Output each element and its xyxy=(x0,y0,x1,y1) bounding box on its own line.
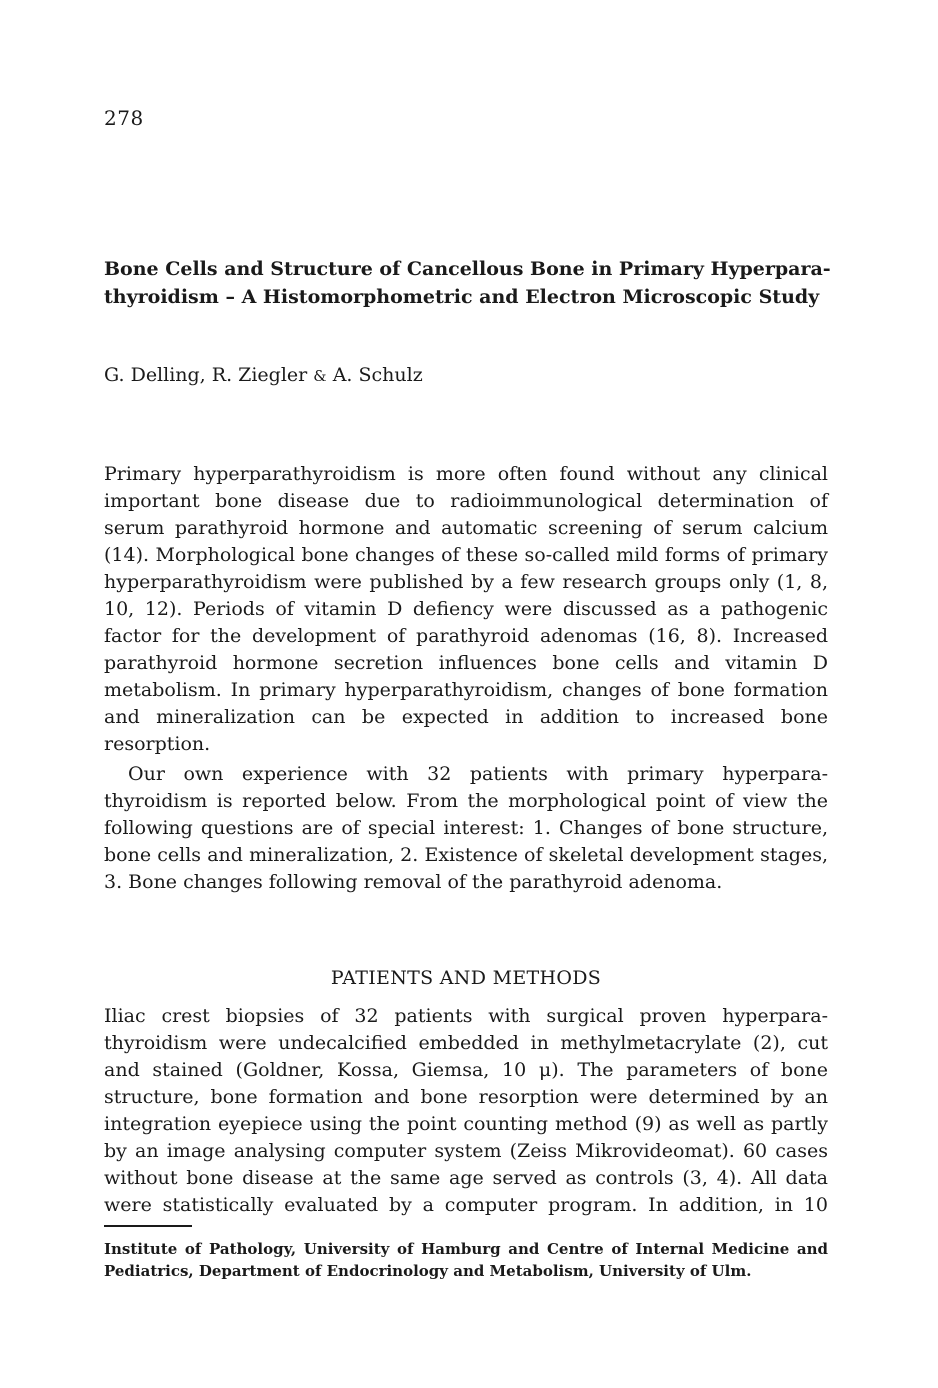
text-line: following questions are of special interest: 1. Changes of bone structure, xyxy=(104,817,828,839)
paper-title xyxy=(104,255,834,311)
title-line: Bone Cells and Structure of Cancellous Bone in Primary Hyperpara- xyxy=(104,258,831,280)
footnote-divider xyxy=(104,1225,192,1227)
text-line: Iliac crest biopsies of 32 patients with surgical proven hyperpara- xyxy=(104,1005,828,1027)
section-heading-methods: PATIENTS AND METHODS xyxy=(330,967,602,989)
text-line: thyroidism were undecalcified embedded in methylmetacrylate (2), cut xyxy=(104,1032,828,1054)
text-line: Our own experience with 32 patients with primary hyperpara- xyxy=(128,763,828,785)
methods-paragraph xyxy=(104,1003,828,1219)
text-line: were statistically evaluated by a computer program. In addition, in 10 xyxy=(104,1194,828,1216)
text-line: Primary hyperparathyroidism is more often found without any clinical xyxy=(104,463,828,485)
text-line: integration eyepiece using the point counting method (9) as well as partly xyxy=(104,1113,828,1135)
text-line: bone cells and mineralization, 2. Existence of skeletal development stages, xyxy=(104,844,828,866)
text-line: by an image analysing computer system (Zeiss Mikrovideomat). 60 cases xyxy=(104,1140,828,1162)
text-line: 3. Bone changes following removal of the parathyroid adenoma. xyxy=(104,871,723,893)
text-line: serum parathyroid hormone and automatic screening of serum calcium xyxy=(104,517,828,539)
page-number: 278 xyxy=(104,106,144,130)
author-names: G. Delling, R. Ziegler xyxy=(104,364,308,386)
footnote-line: Institute of Pathology, University of Hamburg and Centre of Internal Medicine and xyxy=(104,1240,828,1258)
text-line: important bone disease due to radioimmunological determination of xyxy=(104,490,828,512)
intro-paragraph-1 xyxy=(104,461,828,758)
text-line: 10, 12). Periods of vitamin D defiency were discussed as a pathogenic xyxy=(104,598,828,620)
footnote-line: Pediatrics, Department of Endocrinology and Metabolism, University of Ulm. xyxy=(104,1262,752,1280)
author-list xyxy=(104,364,423,386)
author-ampersand: & xyxy=(313,367,327,385)
text-line: factor for the development of parathyroid adenomas (16, 8). Increased xyxy=(104,625,828,647)
text-line: resorption. xyxy=(104,733,211,755)
title-line: thyroidism – A Histomorphometric and Electron Microscopic Study xyxy=(104,286,820,308)
text-line: structure, bone formation and bone resorption were determined by an xyxy=(104,1086,828,1108)
author-names: A. Schulz xyxy=(332,364,423,386)
intro-paragraph-2 xyxy=(104,761,828,896)
text-line: and mineralization can be expected in addition to increased bone xyxy=(104,706,828,728)
text-line: metabolism. In primary hyperparathyroidism, changes of bone formation xyxy=(104,679,828,701)
text-line: hyperparathyroidism were published by a few research groups only (1, 8, xyxy=(104,571,828,593)
text-line: thyroidism is reported below. From the morphological point of view the xyxy=(104,790,828,812)
affiliation-footnote xyxy=(104,1238,828,1282)
text-line: (14). Morphological bone changes of these so-called mild forms of primary xyxy=(104,544,828,566)
text-line: without bone disease at the same age served as controls (3, 4). All data xyxy=(104,1167,828,1189)
text-line: parathyroid hormone secretion influences bone cells and vitamin D xyxy=(104,652,828,674)
text-line: and stained (Goldner, Kossa, Giemsa, 10 μ). The parameters of bone xyxy=(104,1059,828,1081)
